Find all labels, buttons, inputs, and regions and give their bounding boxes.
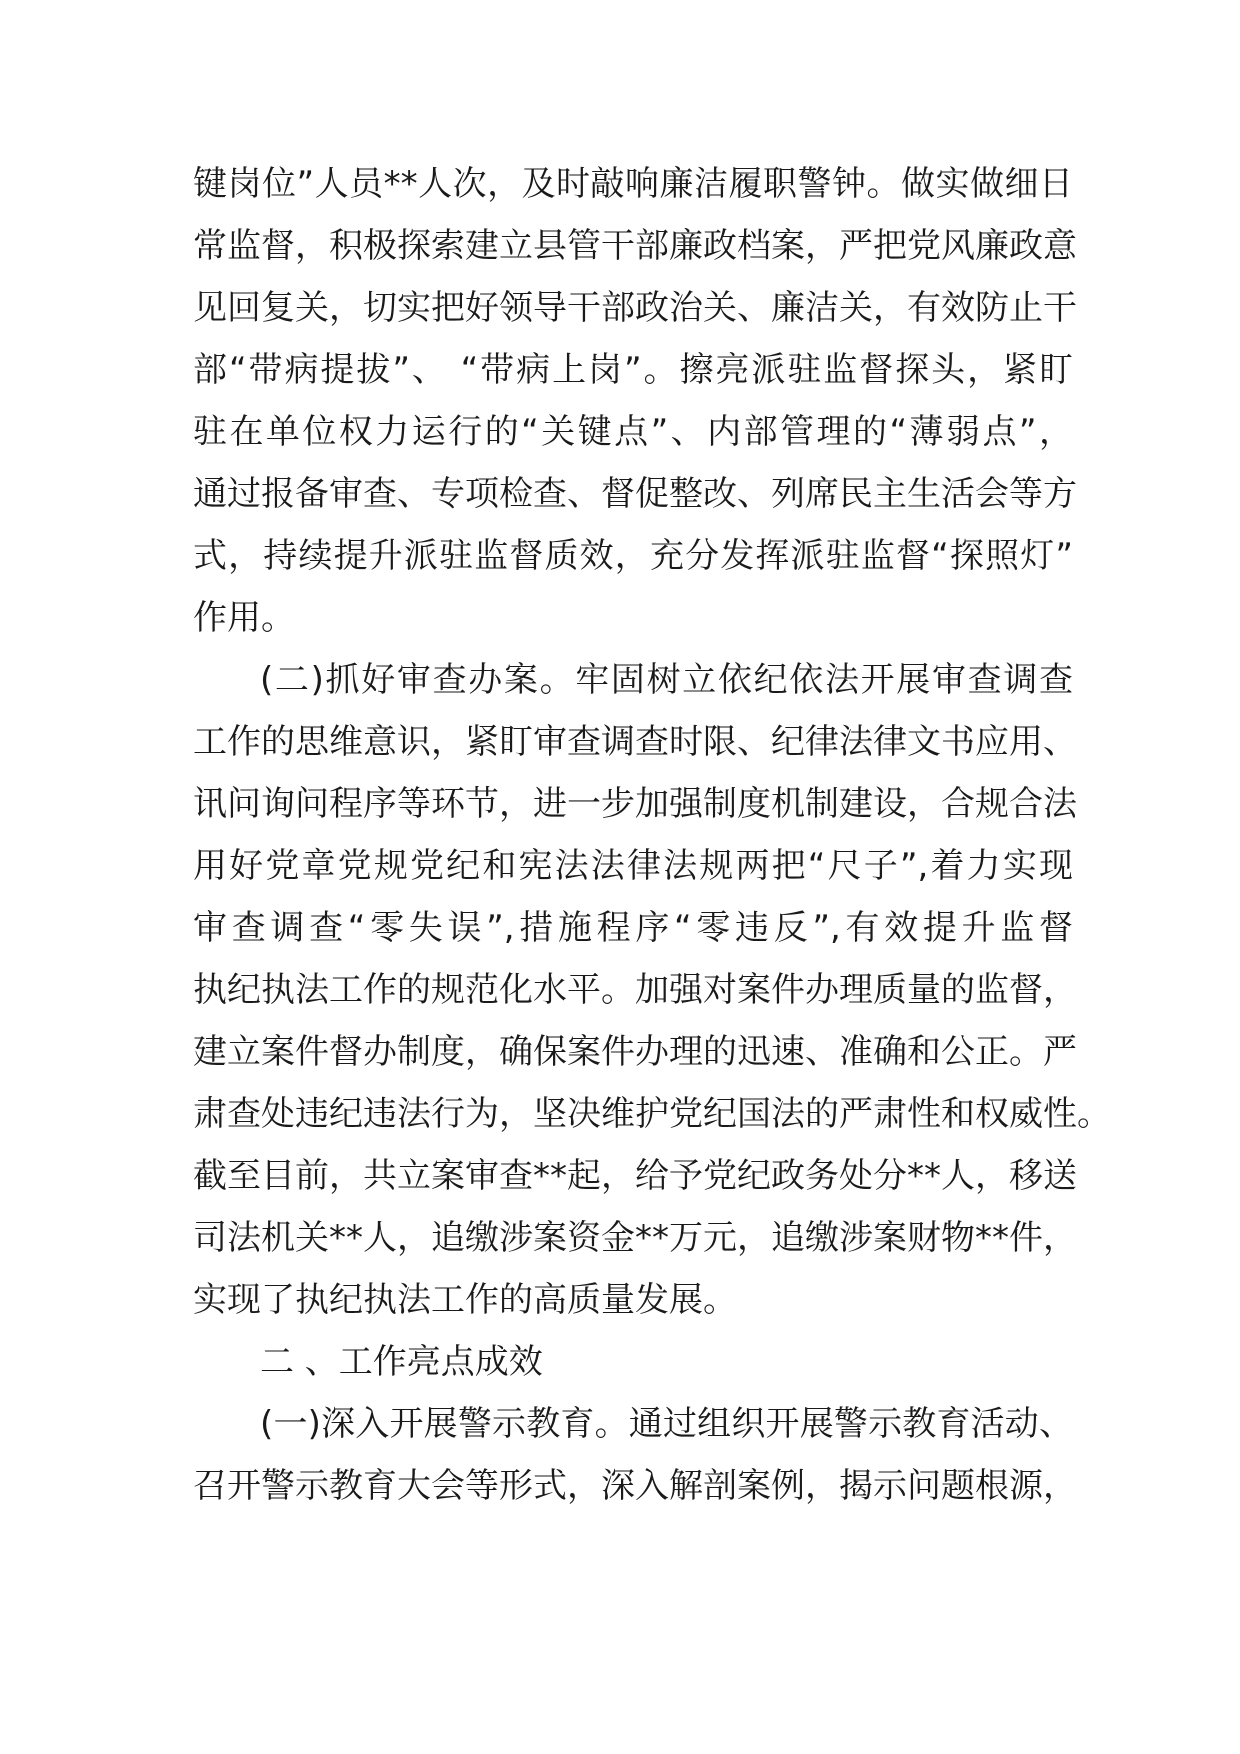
text-line: 式，持续提升派驻监督质效，充分发挥派驻监督“探照灯” — [193, 536, 1073, 576]
section-heading: (二)抓好审查办案。牢固树立依纪依法开展审查调查 — [260, 660, 1073, 700]
section-title: 二 、工作亮点成效 — [260, 1342, 543, 1382]
text-line: 建立案件督办制度，确保案件办理的迅速、准确和公正。严 — [193, 1032, 1077, 1072]
text-line: 通过报备审查、专项检查、督促整改、列席民主生活会等方 — [193, 474, 1077, 514]
text-line: 用好党章党规党纪和宪法法律法规两把“尺子”,着力实现 — [193, 846, 1073, 886]
text-line: 常监督，积极探索建立县管干部廉政档案，严把党风廉政意 — [193, 226, 1077, 266]
text-line: 作用。 — [193, 598, 295, 638]
text-line: 驻在单位权力运行的“关键点”、内部管理的“薄弱点”， — [193, 412, 1073, 452]
text-line: 司法机关**人，追缴涉案资金**万元，追缴涉案财物**件， — [193, 1218, 1077, 1258]
text-line: 工作的思维意识，紧盯审查调查时限、纪律法律文书应用、 — [193, 722, 1077, 762]
text-line: 见回复关，切实把好领导干部政治关、廉洁关，有效防止干 — [193, 288, 1077, 328]
text-line: 讯问询问程序等环节，进一步加强制度机制建设，合规合法 — [193, 784, 1077, 824]
section-heading: (一)深入开展警示教育。通过组织开展警示教育活动、 — [260, 1404, 1073, 1444]
text-line: 部“带病提拔”、 “带病上岗”。擦亮派驻监督探头，紧盯 — [193, 350, 1073, 390]
text-line: 键岗位”人员**人次，及时敲响廉洁履职警钟。做实做细日 — [193, 164, 1073, 204]
text-line: 召开警示教育大会等形式，深入解剖案例，揭示问题根源， — [193, 1466, 1077, 1506]
text-line: 截至目前，共立案审查**起，给予党纪政务处分**人，移送 — [193, 1156, 1077, 1196]
text-line: 审查调查“零失误”,措施程序“零违反”,有效提升监督 — [193, 908, 1073, 948]
text-line: 实现了执纪执法工作的高质量发展。 — [193, 1280, 737, 1320]
text-line: 执纪执法工作的规范化水平。加强对案件办理质量的监督， — [193, 970, 1077, 1010]
text-line: 肃查处违纪违法行为，坚决维护党纪国法的严肃性和权威性。 — [193, 1094, 1111, 1134]
